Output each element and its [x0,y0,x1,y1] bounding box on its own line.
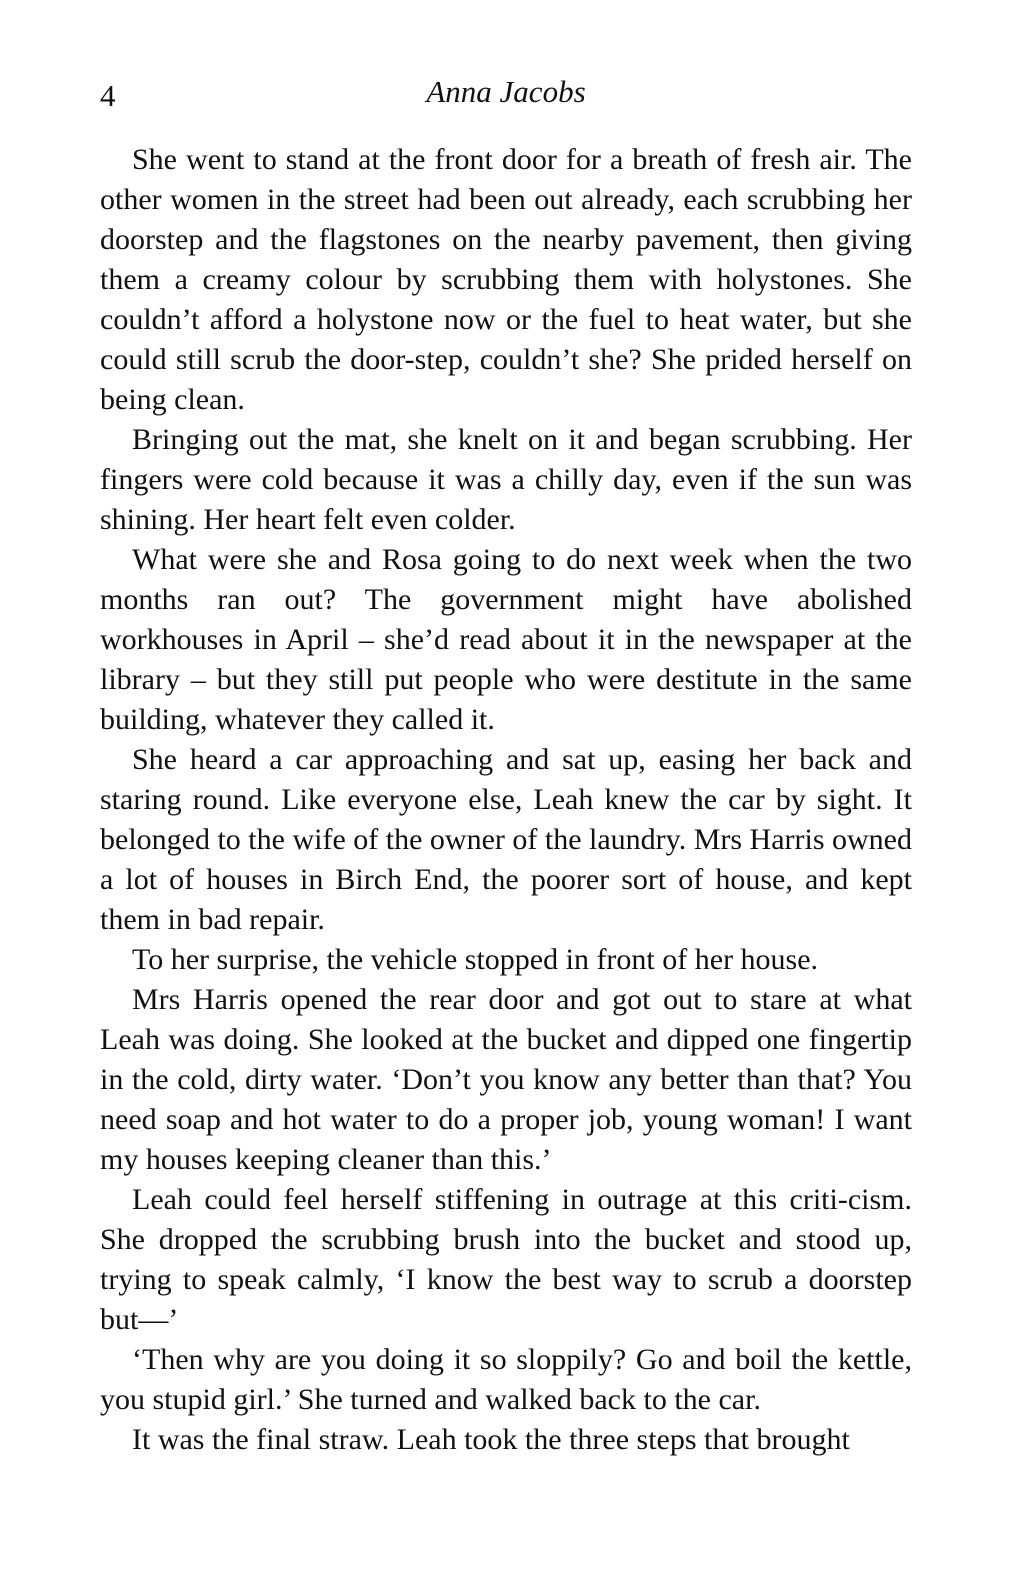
paragraph: It was the final straw. Leah took the three steps that brought [132,1423,850,1456]
paragraph: ‘Then why are you doing it so sloppily? Go and boil the kettle, you stupid girl.’ She turned and walked back to the car. [100,1343,912,1416]
paragraph: Leah could feel herself stiffening in outrage at this criti-cism. She dropped the scrubbing brush into the bucket and stood up, trying to speak calmly, ‘I know the best way to scrub a doorstep but—’ [100,1183,912,1336]
paragraph: To her surprise, the vehicle stopped in front of her house. [132,943,819,976]
page-header [100,72,912,116]
paragraph: Mrs Harris opened the rear door and got out to stare at what Leah was doing. She looked at the bucket and dipped one fingertip in the cold, dirty water. ‘Don’t you know any better than that? You need soap and hot water to do a proper job, young woman! I want my houses keeping cleaner than this.’ [100,983,912,1176]
paragraph: Bringing out the mat, she knelt on it and began scrubbing. Her fingers were cold because it was a chilly day, even if the sun was shining. Her heart felt even colder. [100,423,912,536]
paragraph: She went to stand at the front door for a breath of fresh air. The other women in the street had been out already, each scrubbing her doorstep and the flagstones on the nearby pavement, then giving them a creamy colour by scrubbing them with holystones. She couldn’t afford a holystone now or the fuel to heat water, but she could still scrub the door-step, couldn’t she? She prided herself on being clean. [100,143,912,416]
page-number: 4 [100,78,116,113]
paragraph: She heard a car approaching and sat up, easing her back and staring round. Like everyone else, Leah knew the car by sight. It belonged to the wife of the owner of the laundry. Mrs Harris owned a lot of houses in Birch End, the poorer sort of house, and kept them in bad repair. [100,743,912,936]
paragraph: What were she and Rosa going to do next week when the two months ran out? The government might have abolished workhouses in April – she’d read about it in the newspaper at the library – but they still put people who were destitute in the same building, whatever they called it. [100,543,912,736]
running-head-author: Anna Jacobs [426,74,586,109]
body-text [100,140,912,1460]
